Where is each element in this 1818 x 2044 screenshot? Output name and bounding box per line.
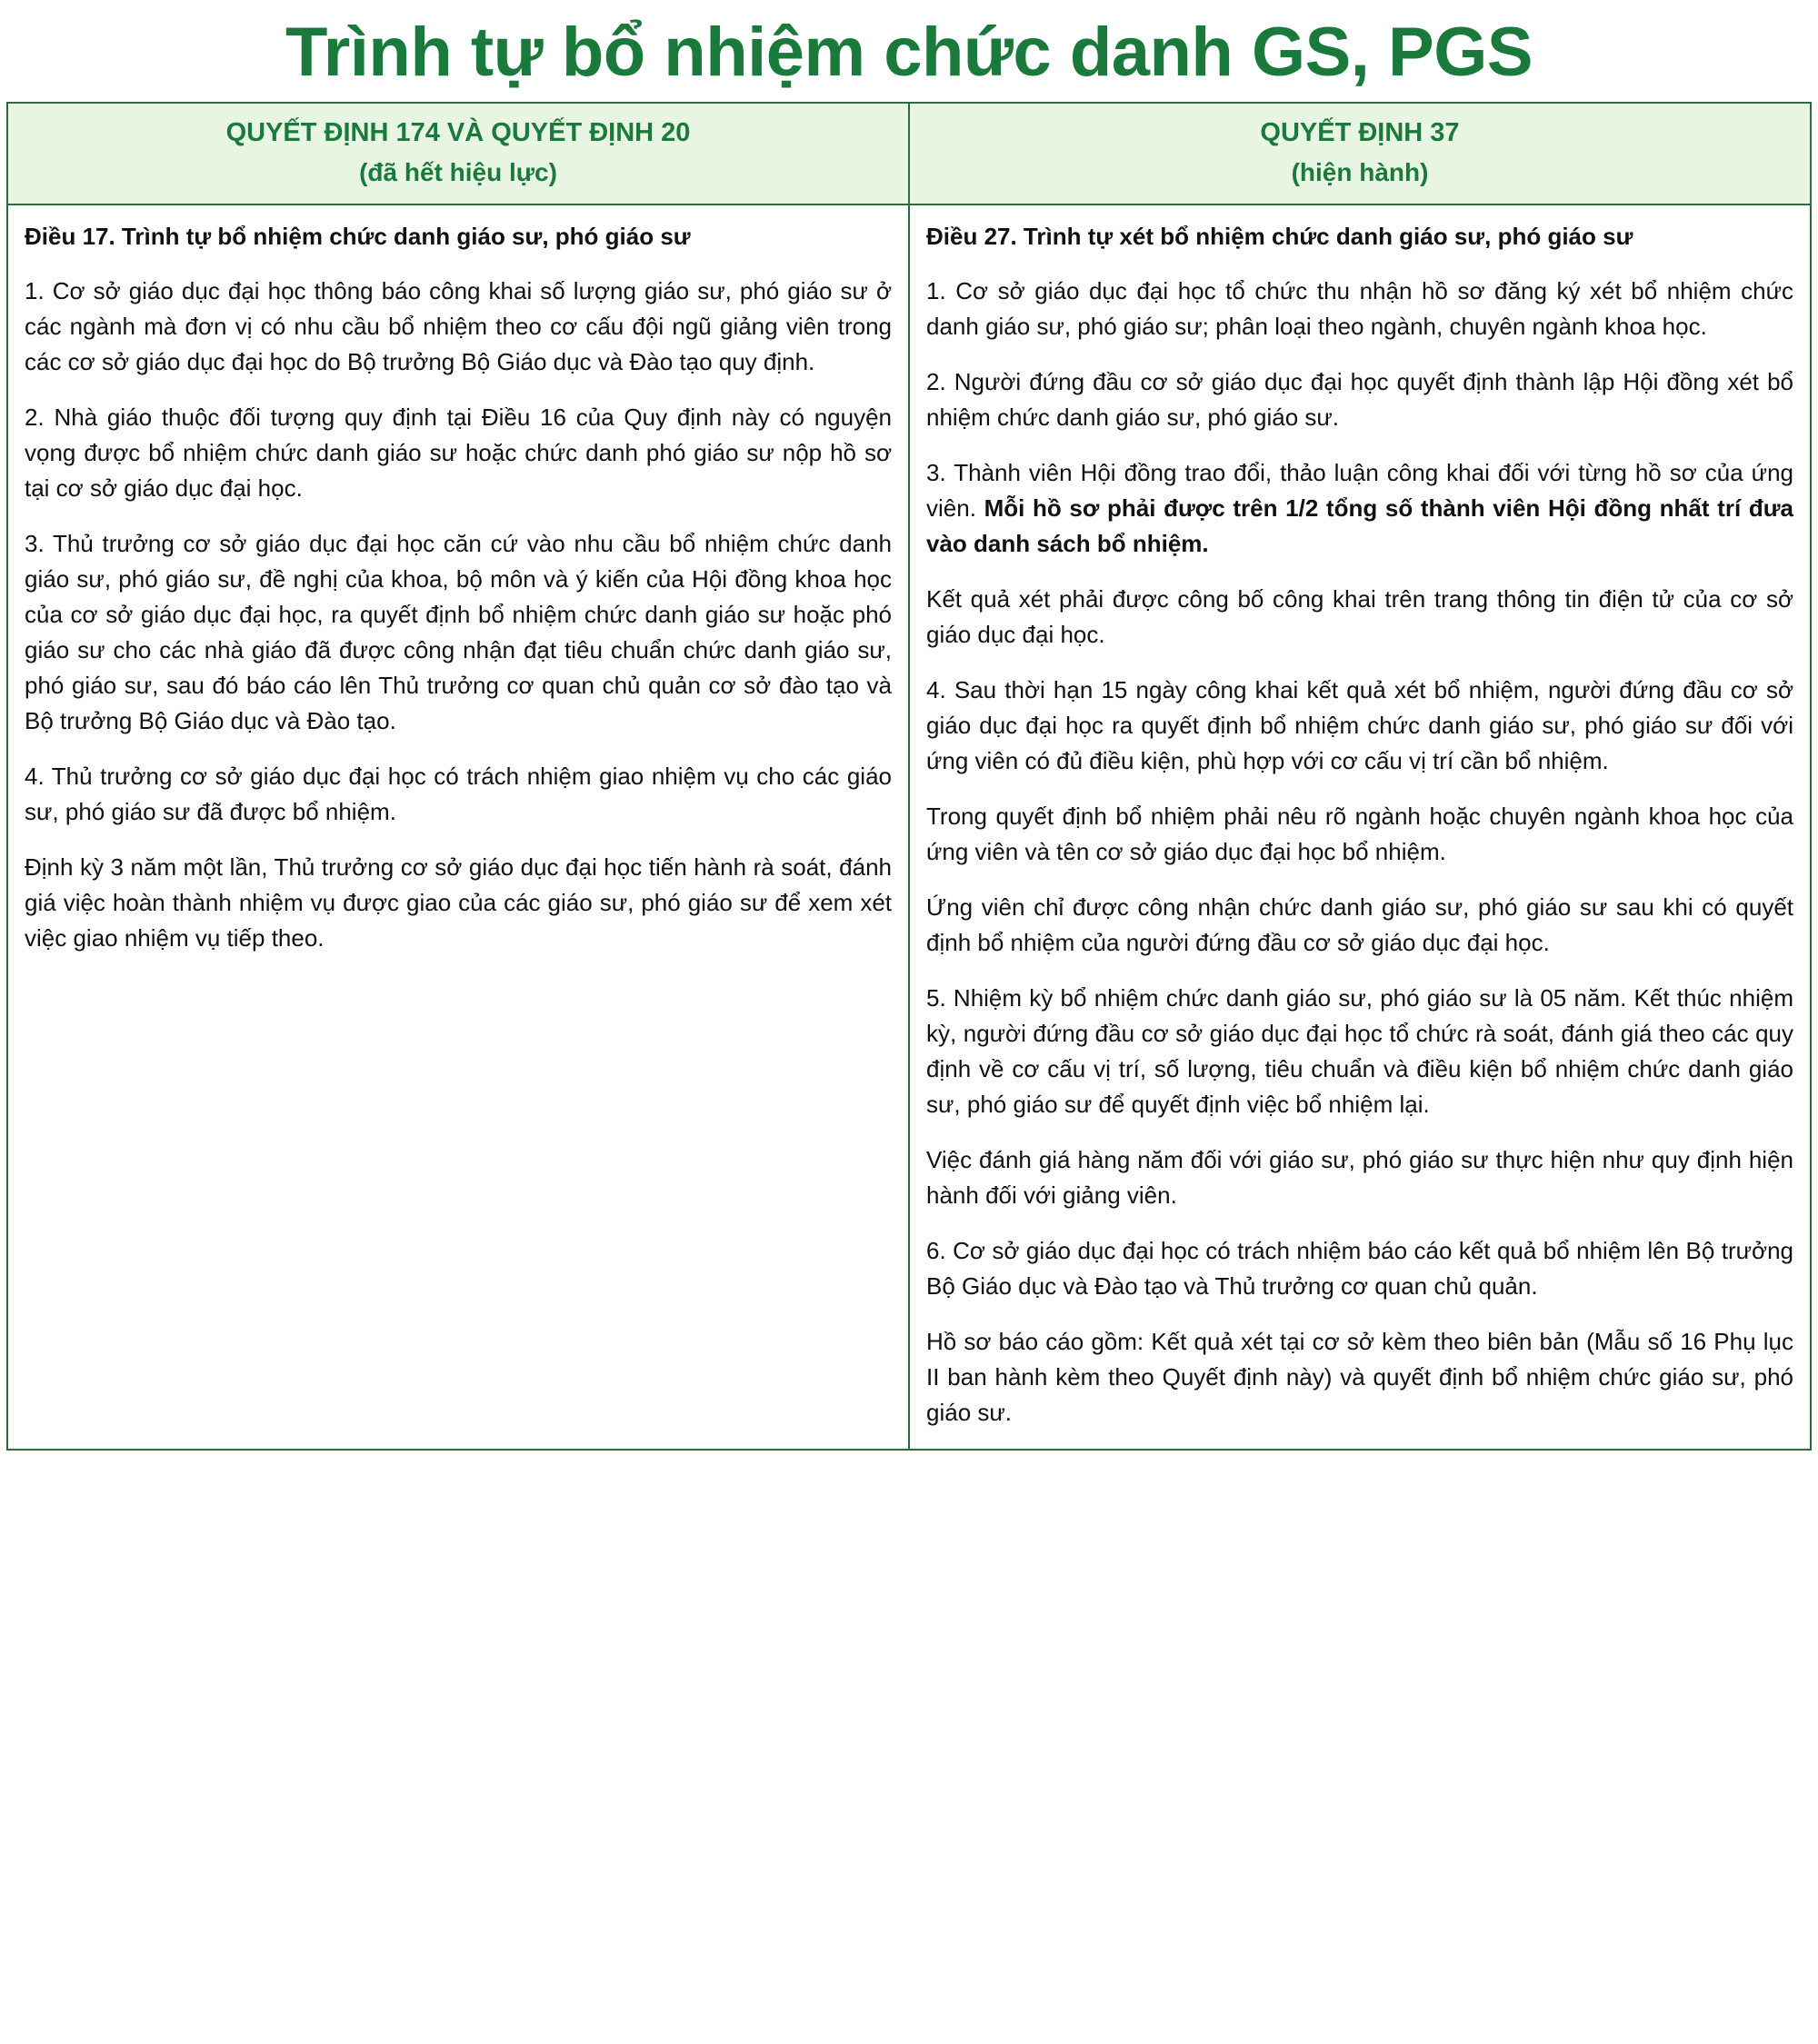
article-title-current: Điều 27. Trình tự xét bổ nhiệm chức danh giáo sư, phó giáo sư (926, 222, 1633, 250)
table-row (7, 204, 1811, 1451)
paragraph: Ứng viên chỉ được công nhận chức danh giáo sư, phó giáo sư sau khi có quyết định bổ nhiệm của người đứng đầu cơ sở giáo dục đại học. (926, 893, 1793, 957)
paragraph: Việc đánh giá hàng năm đối với giáo sư, phó giáo sư thực hiện như quy định hiện hành đối với giảng viên. (926, 1146, 1793, 1210)
paragraph: Định kỳ 3 năm một lần, Thủ trưởng cơ sở giáo dục đại học tiến hành rà soát, đánh giá việc hoàn thành nhiệm vụ được giao của các giáo sư, phó giáo sư để xem xét việc giao nhiệm vụ tiếp theo. (25, 853, 892, 952)
paragraph: 4. Sau thời hạn 15 ngày công khai kết quả xét bổ nhiệm, người đứng đầu cơ sở giáo dục đại học ra quyết định bổ nhiệm chức danh giáo sư, phó giáo sư đối với ứng viên có đủ điều kiện, phù hợp với cơ cấu vị trí cần bổ nhiệm. (926, 676, 1793, 775)
column-header-current (909, 103, 1811, 204)
column-header-current-main: QUYẾT ĐỊNH 37 (1260, 117, 1460, 147)
paragraph: Kết quả xét phải được công bố công khai trên trang thông tin điện tử của cơ sở giáo dục đại học. (926, 585, 1793, 649)
comparison-table (6, 102, 1812, 1451)
paragraph: Hồ sơ báo cáo gồm: Kết quả xét tại cơ sở kèm theo biên bản (Mẫu số 16 Phụ lục II ban hành kèm theo Quyết định này) và quyết định bổ nhiệm chức giáo sư, phó giáo sư. (926, 1328, 1793, 1427)
paragraph: 2. Người đứng đầu cơ sở giáo dục đại học quyết định thành lập Hội đồng xét bổ nhiệm chức danh giáo sư, phó giáo sư. (926, 368, 1793, 432)
paragraph: 1. Cơ sở giáo dục đại học tổ chức thu nhận hồ sơ đăng ký xét bổ nhiệm chức danh giáo sư, phó giáo sư; phân loại theo ngành, chuyên ngành khoa học. (926, 277, 1793, 341)
paragraph: 3. Thủ trưởng cơ sở giáo dục đại học căn cứ vào nhu cầu bổ nhiệm chức danh giáo sư, phó giáo sư, đề nghị của khoa, bộ môn và ý kiến của Hội đồng khoa học của cơ sở giáo dục đại học, ra quyết định bổ nhiệm chức danh giáo sư hoặc phó giáo sư cho các nhà giáo đã được công nhận đạt tiêu chuẩn chức danh giáo sư, phó giáo sư, sau đó báo cáo lên Thủ trưởng cơ quan chủ quản cơ sở đào tạo và Bộ trưởng Bộ Giáo dục và Đào tạo. (25, 530, 892, 735)
paragraph: 5. Nhiệm kỳ bổ nhiệm chức danh giáo sư, phó giáo sư là 05 năm. Kết thúc nhiệm kỳ, người đứng đầu cơ sở giáo dục đại học tổ chức rà soát, đánh giá theo các quy định về cơ cấu vị trí, số lượng, tiêu chuẩn và điều kiện bổ nhiệm chức danh giáo sư, phó giáo sư để quyết định việc bổ nhiệm lại. (926, 984, 1793, 1119)
column-header-old (7, 103, 909, 204)
paragraph: 2. Nhà giáo thuộc đối tượng quy định tại Điều 16 của Quy định này có nguyện vọng được bổ nhiệm chức danh giáo sư hoặc chức danh phó giáo sư nộp hồ sơ tại cơ sở giáo dục đại học. (25, 404, 892, 503)
paragraph-with-emphasis: 3. Thành viên Hội đồng trao đổi, thảo luận công khai đối với từng hồ sơ của ứng viên. Mỗi hồ sơ phải được trên 1/2 tổng số thành viên Hội đồng nhất trí đưa vào danh sách bổ nhiệm. (926, 459, 1793, 558)
paragraph: 1. Cơ sở giáo dục đại học thông báo công khai số lượng giáo sư, phó giáo sư ở các ngành mà đơn vị có nhu cầu bổ nhiệm theo cơ cấu đội ngũ giảng viên trong các cơ sở giáo dục đại học do Bộ trưởng Bộ Giáo dục và Đào tạo quy định. (25, 277, 892, 376)
article-title-old: Điều 17. Trình tự bổ nhiệm chức danh giáo sư, phó giáo sư (25, 222, 691, 250)
page-title: Trình tự bổ nhiệm chức danh GS, PGS (285, 14, 1533, 91)
column-header-old-sub: (đã hết hiệu lực) (359, 158, 557, 187)
cell-old-regulation (7, 204, 909, 1451)
column-header-old-main: QUYẾT ĐỊNH 174 VÀ QUYẾT ĐỊNH 20 (225, 117, 691, 147)
header-row (7, 103, 1811, 204)
table-body (7, 204, 1811, 1451)
table-header (7, 103, 1811, 204)
emphasized-text: Mỗi hồ sơ phải được trên 1/2 tổng số thành viên Hội đồng nhất trí đưa vào danh sách bổ nhiệm. (926, 494, 1793, 558)
cell-current-regulation (909, 204, 1811, 1451)
paragraph: Trong quyết định bổ nhiệm phải nêu rõ ngành hoặc chuyên ngành khoa học của ứng viên và tên cơ sở giáo dục đại học bổ nhiệm. (926, 803, 1793, 866)
paragraph: 4. Thủ trưởng cơ sở giáo dục đại học có trách nhiệm giao nhiệm vụ cho các giáo sư, phó giáo sư đã được bổ nhiệm. (25, 763, 892, 826)
column-header-current-sub: (hiện hành) (1291, 158, 1429, 187)
paragraph: 6. Cơ sở giáo dục đại học có trách nhiệm báo cáo kết quả bổ nhiệm lên Bộ trưởng Bộ Giáo dục và Đào tạo và Thủ trưởng cơ quan chủ quản. (926, 1237, 1793, 1301)
